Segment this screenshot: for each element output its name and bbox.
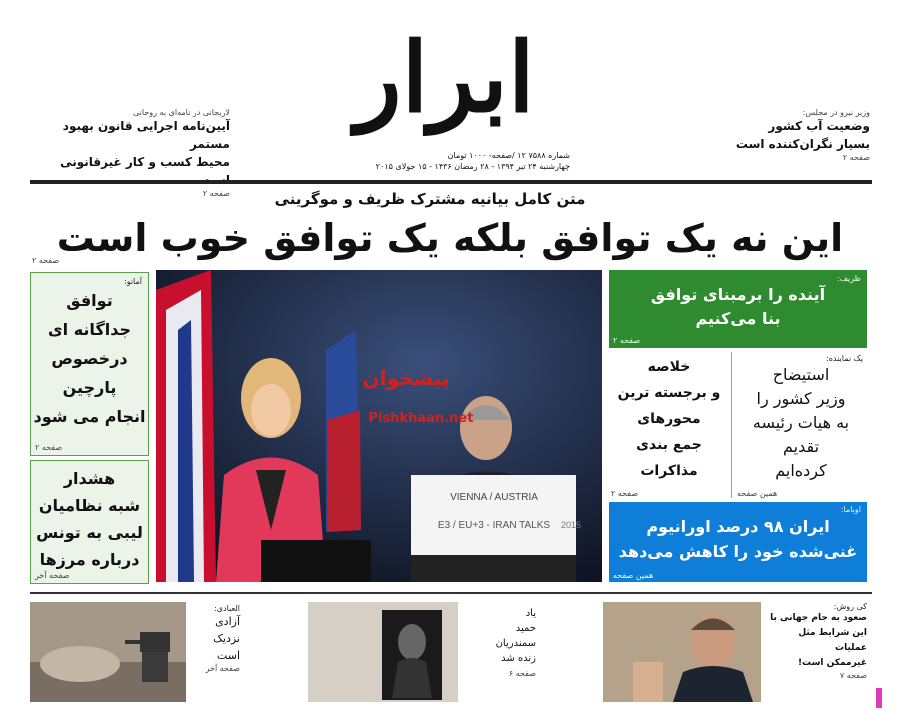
box-line: بنا می‌کنیم xyxy=(695,309,781,328)
abadi-illustration xyxy=(30,602,186,702)
samandarian-photo xyxy=(308,602,458,702)
box-line: انجام می شود xyxy=(33,407,146,426)
box-line: مذاکرات xyxy=(640,463,698,479)
box-line: جمع بندی xyxy=(636,437,702,453)
color-marker xyxy=(876,688,882,708)
box-line: درخصوص xyxy=(51,349,128,368)
teaser-line: بسیار نگران‌کننده است xyxy=(735,137,870,151)
box-line: یاد xyxy=(525,608,536,619)
box-kicker: آمانو: xyxy=(124,277,142,286)
page-ref: صفحه ۲ xyxy=(202,189,230,198)
box-kicker: العبادی: xyxy=(214,604,240,613)
lead-page-ref: صفحه ۲ xyxy=(32,256,60,265)
top-right-teaser[interactable] xyxy=(680,108,870,162)
box-line: به هیات رئیسه xyxy=(752,413,850,432)
top-left-teaser[interactable] xyxy=(30,108,230,198)
box-line: کرده‌ایم xyxy=(775,461,827,480)
sign-year: 2015 xyxy=(561,520,582,530)
bottom-rule xyxy=(30,592,872,594)
sign-line-2: E3 / EU+3 - IRAN TALKS xyxy=(437,520,551,531)
summary-box[interactable] xyxy=(609,352,729,498)
box-line: جداگانه ای xyxy=(48,320,131,339)
box-line: محورهای xyxy=(637,411,701,427)
page-ref: صفحه آخر xyxy=(205,664,240,673)
issue-date: چهارشنبه ۲۴ تیر ۱۳۹۴ - ۲۸ رمضان ۱۴۳۶ - ۱۵ جولای ۲۰۱۵ xyxy=(375,162,570,171)
teaser-line: محیط کسب و کار غیرقانونی xyxy=(60,155,230,169)
sign-line-1: VIENNA / AUSTRIA xyxy=(450,492,538,503)
zarif-box[interactable] xyxy=(609,270,867,348)
box-line: نزدیک xyxy=(213,632,240,645)
column-divider xyxy=(731,352,732,498)
issue-number: شماره ۷۵۸۸ ۱۲ /صفحه- ۱۰۰۰ تومان xyxy=(447,151,570,160)
box-kicker: اوباما: xyxy=(840,505,861,514)
photo-illustration xyxy=(156,270,602,582)
watermark-fa: پیشخوان xyxy=(362,366,450,390)
lead-headline[interactable]: این نه یک توافق بلکه یک توافق خوب است xyxy=(56,216,844,260)
box-line: خلاصه xyxy=(647,359,691,375)
page-ref: صفحه ۲ xyxy=(613,336,641,345)
box-line: هشدار xyxy=(63,469,116,488)
box-line: آزادی xyxy=(215,615,240,628)
box-line: آینده را برمبنای توافق xyxy=(650,285,826,304)
page-ref: صفحه ۶ xyxy=(508,669,536,678)
box-line: حمید xyxy=(515,623,536,634)
box-line: شبه نظامیان xyxy=(38,496,141,515)
teaser-kicker: وزیر نیرو در مجلس: xyxy=(802,108,870,117)
box-line: توافق xyxy=(66,291,113,310)
abadi-photo xyxy=(30,602,186,702)
box-line: وزیر کشور را xyxy=(756,389,846,408)
samandarian-illustration xyxy=(308,602,458,702)
teaser-kicker: لاریجانی در نامه‌ای به روحانی xyxy=(133,108,230,117)
teaser-line: آیین‌نامه اجرایی قانون بهبود مستمر xyxy=(62,119,230,151)
amano-box[interactable] xyxy=(30,272,149,456)
box-line: استیضاح xyxy=(772,365,830,384)
issue-info xyxy=(330,150,570,172)
box-line: درباره مرزها xyxy=(39,550,140,569)
mp-box[interactable] xyxy=(735,352,867,498)
newspaper-logo: ابرار xyxy=(355,21,535,134)
box-line: صعود به جام جهانی با xyxy=(770,613,867,623)
abadi-teaser[interactable] xyxy=(30,602,240,702)
queiroz-illustration xyxy=(603,602,761,702)
page-ref: صفحه ۲ xyxy=(842,153,870,162)
lead-photo[interactable] xyxy=(156,270,602,582)
libya-warning-box[interactable] xyxy=(30,460,149,584)
box-kicker: کی روش: xyxy=(833,602,867,611)
page-ref: همین صفحه xyxy=(613,571,654,580)
box-line: ایران ۹۸ درصد اورانیوم xyxy=(646,517,830,536)
teaser-line: وضعیت آب کشور xyxy=(768,119,870,133)
box-line: زنده شد xyxy=(501,653,536,664)
samandarian-teaser[interactable] xyxy=(308,602,536,702)
box-line: لیبی به تونس xyxy=(36,523,143,542)
box-line: پارچین xyxy=(62,378,117,397)
page-ref: صفحه ۲ xyxy=(35,443,63,452)
obama-box[interactable] xyxy=(609,502,867,582)
box-kicker: ظریف: xyxy=(837,274,861,283)
page-ref: صفحه ۲ xyxy=(611,489,639,498)
page-ref: صفحه آخر xyxy=(35,571,70,580)
box-line: غنی‌شده خود را کاهش می‌دهد xyxy=(618,542,858,561)
watermark-en: Pishkhaan.net xyxy=(368,411,474,426)
box-line: تقدیم xyxy=(782,437,820,456)
box-line: است xyxy=(216,649,240,662)
box-kicker: یک نماینده: xyxy=(826,354,863,363)
lead-kicker: متن کامل بیانیه مشترک ظریف و موگرینی xyxy=(274,190,586,208)
box-line: این شرایط مثل عملیات xyxy=(798,628,867,653)
queiroz-photo xyxy=(603,602,761,702)
page-ref: صفحه ۷ xyxy=(839,671,867,680)
box-line: و برجسته ترین xyxy=(617,385,721,401)
queiroz-teaser[interactable] xyxy=(603,602,867,702)
masthead-rule xyxy=(30,180,872,184)
box-line: سمندریان xyxy=(495,638,536,649)
page-ref: همین صفحه xyxy=(737,489,778,498)
box-line: غیرممکن است! xyxy=(797,658,867,668)
